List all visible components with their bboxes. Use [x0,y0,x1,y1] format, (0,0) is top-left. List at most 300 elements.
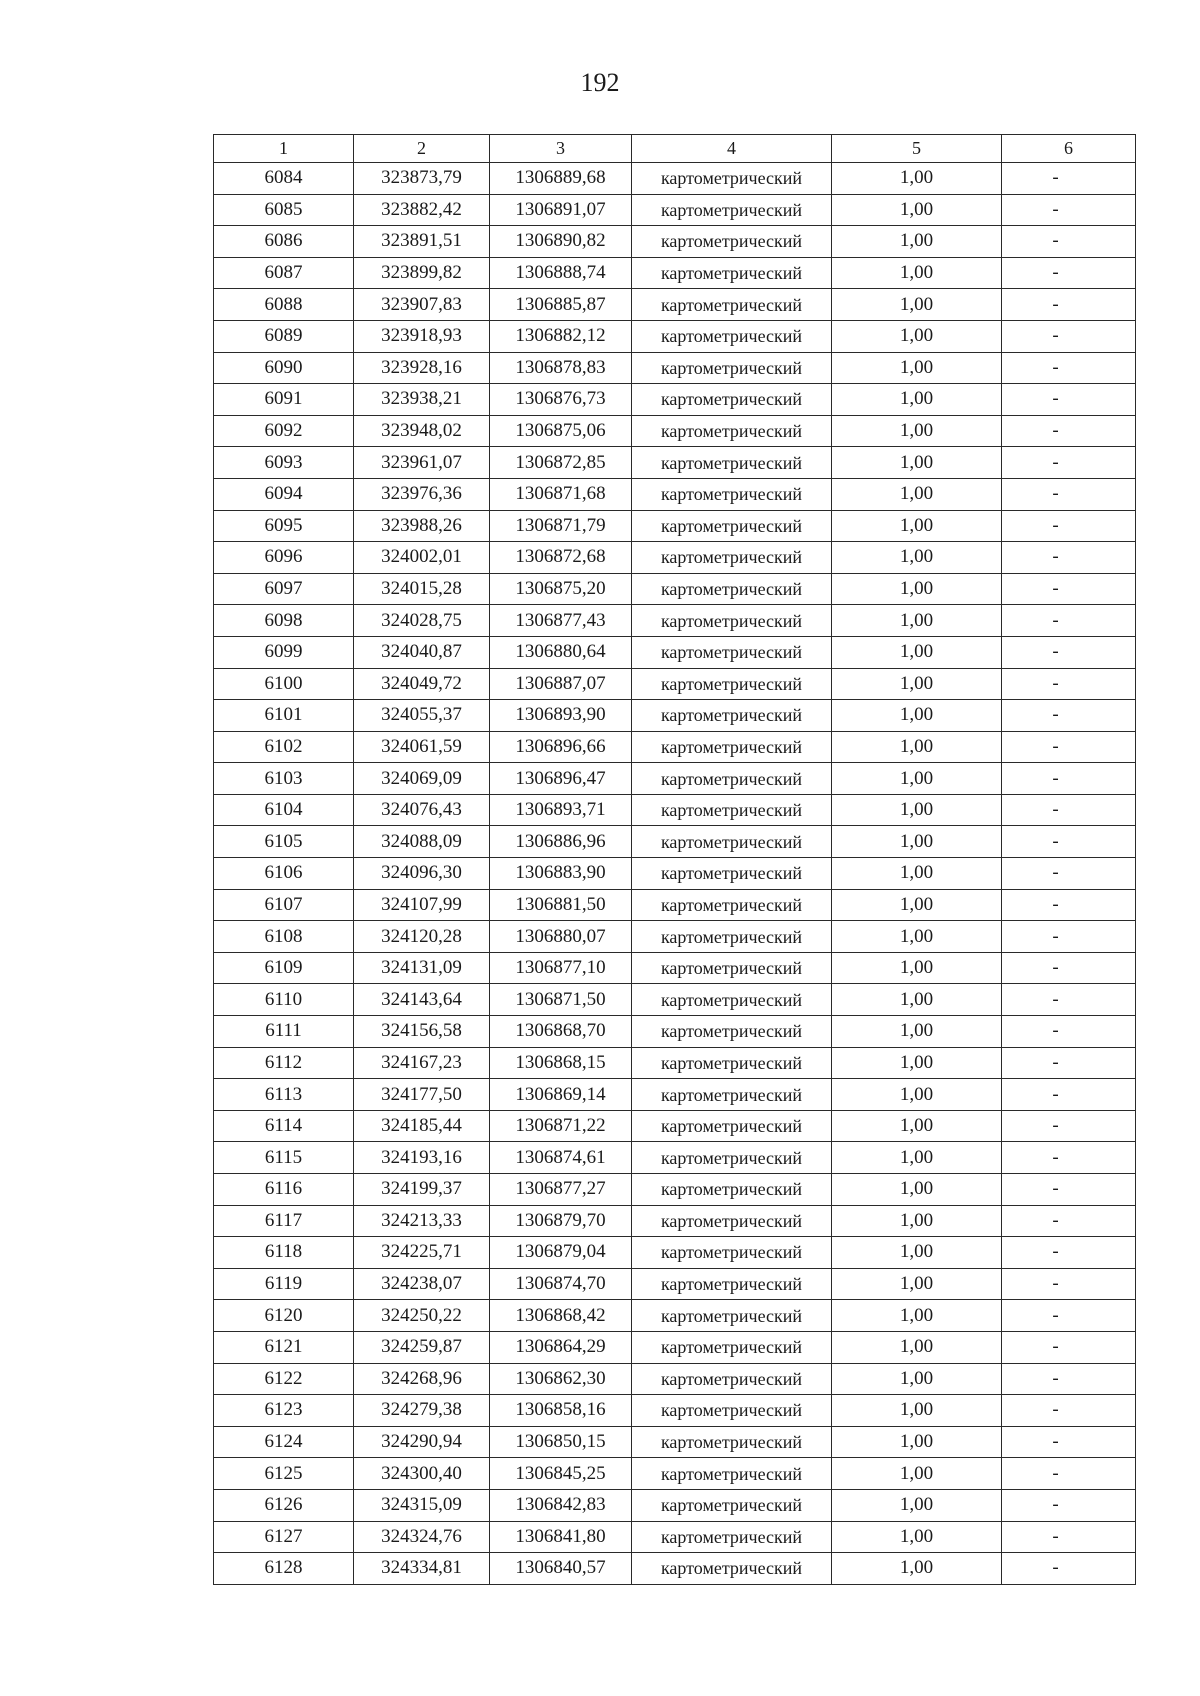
y-coordinate-cell: 1306871,50 [490,984,632,1016]
point-number-cell: 6101 [214,700,354,732]
point-number-cell: 6090 [214,352,354,384]
y-coordinate-cell: 1306883,90 [490,858,632,890]
note-cell: - [1002,510,1136,542]
y-coordinate-cell: 1306891,07 [490,194,632,226]
accuracy-cell: 1,00 [832,1363,1002,1395]
point-number-cell: 6102 [214,731,354,763]
note-cell: - [1002,1426,1136,1458]
table-row [214,1047,1136,1079]
table-row [214,826,1136,858]
table-body [214,163,1136,1585]
point-number-cell: 6097 [214,573,354,605]
point-number-cell: 6103 [214,763,354,795]
accuracy-cell: 1,00 [832,163,1002,195]
method-cell: картометрический [632,700,832,732]
table-row [214,1300,1136,1332]
point-number-cell: 6119 [214,1268,354,1300]
point-number-cell: 6105 [214,826,354,858]
table-row [214,194,1136,226]
y-coordinate-cell: 1306850,15 [490,1426,632,1458]
accuracy-cell: 1,00 [832,447,1002,479]
x-coordinate-cell: 324177,50 [354,1079,490,1111]
y-coordinate-cell: 1306871,22 [490,1110,632,1142]
accuracy-cell: 1,00 [832,700,1002,732]
method-cell: картометрический [632,1268,832,1300]
y-coordinate-cell: 1306868,15 [490,1047,632,1079]
method-cell: картометрический [632,1553,832,1585]
table-row [214,478,1136,510]
accuracy-cell: 1,00 [832,1426,1002,1458]
method-cell: картометрический [632,510,832,542]
x-coordinate-cell: 324315,09 [354,1489,490,1521]
note-cell: - [1002,1047,1136,1079]
accuracy-cell: 1,00 [832,763,1002,795]
x-coordinate-cell: 324002,01 [354,542,490,574]
y-coordinate-cell: 1306889,68 [490,163,632,195]
x-coordinate-cell: 324055,37 [354,700,490,732]
x-coordinate-cell: 323891,51 [354,226,490,258]
table-row [214,384,1136,416]
method-cell: картометрический [632,320,832,352]
note-cell: - [1002,1395,1136,1427]
x-coordinate-cell: 323882,42 [354,194,490,226]
accuracy-cell: 1,00 [832,320,1002,352]
note-cell: - [1002,1521,1136,1553]
note-cell: - [1002,668,1136,700]
x-coordinate-cell: 323873,79 [354,163,490,195]
table-row [214,858,1136,890]
accuracy-cell: 1,00 [832,194,1002,226]
point-number-cell: 6089 [214,320,354,352]
x-coordinate-cell: 324096,30 [354,858,490,890]
method-cell: картометрический [632,257,832,289]
note-cell: - [1002,542,1136,574]
table-row [214,226,1136,258]
accuracy-cell: 1,00 [832,731,1002,763]
note-cell: - [1002,1237,1136,1269]
y-coordinate-cell: 1306875,06 [490,415,632,447]
y-coordinate-cell: 1306890,82 [490,226,632,258]
method-cell: картометрический [632,384,832,416]
x-coordinate-cell: 324167,23 [354,1047,490,1079]
note-cell: - [1002,794,1136,826]
column-header-5: 5 [832,135,1002,163]
method-cell: картометрический [632,1395,832,1427]
note-cell: - [1002,984,1136,1016]
note-cell: - [1002,163,1136,195]
point-number-cell: 6098 [214,605,354,637]
table-row [214,889,1136,921]
accuracy-cell: 1,00 [832,542,1002,574]
method-cell: картометрический [632,447,832,479]
table-row [214,794,1136,826]
x-coordinate-cell: 323948,02 [354,415,490,447]
x-coordinate-cell: 323928,16 [354,352,490,384]
method-cell: картометрический [632,573,832,605]
accuracy-cell: 1,00 [832,952,1002,984]
table-row [214,447,1136,479]
point-number-cell: 6120 [214,1300,354,1332]
method-cell: картометрический [632,1047,832,1079]
table-row [214,1553,1136,1585]
y-coordinate-cell: 1306842,83 [490,1489,632,1521]
point-number-cell: 6122 [214,1363,354,1395]
method-cell: картометрический [632,1489,832,1521]
point-number-cell: 6121 [214,1331,354,1363]
method-cell: картометрический [632,1363,832,1395]
x-coordinate-cell: 324324,76 [354,1521,490,1553]
x-coordinate-cell: 324156,58 [354,1016,490,1048]
accuracy-cell: 1,00 [832,921,1002,953]
y-coordinate-cell: 1306885,87 [490,289,632,321]
x-coordinate-cell: 324143,64 [354,984,490,1016]
accuracy-cell: 1,00 [832,573,1002,605]
accuracy-cell: 1,00 [832,605,1002,637]
note-cell: - [1002,921,1136,953]
note-cell: - [1002,447,1136,479]
point-number-cell: 6123 [214,1395,354,1427]
y-coordinate-cell: 1306896,47 [490,763,632,795]
x-coordinate-cell: 324199,37 [354,1174,490,1206]
column-header-3: 3 [490,135,632,163]
table-row [214,320,1136,352]
accuracy-cell: 1,00 [832,636,1002,668]
accuracy-cell: 1,00 [832,226,1002,258]
x-coordinate-cell: 324049,72 [354,668,490,700]
y-coordinate-cell: 1306871,68 [490,478,632,510]
method-cell: картометрический [632,226,832,258]
x-coordinate-cell: 324088,09 [354,826,490,858]
note-cell: - [1002,605,1136,637]
note-cell: - [1002,226,1136,258]
y-coordinate-cell: 1306876,73 [490,384,632,416]
accuracy-cell: 1,00 [832,1458,1002,1490]
note-cell: - [1002,194,1136,226]
accuracy-cell: 1,00 [832,1016,1002,1048]
accuracy-cell: 1,00 [832,1268,1002,1300]
y-coordinate-cell: 1306893,71 [490,794,632,826]
method-cell: картометрический [632,352,832,384]
point-number-cell: 6104 [214,794,354,826]
note-cell: - [1002,858,1136,890]
y-coordinate-cell: 1306877,43 [490,605,632,637]
accuracy-cell: 1,00 [832,1079,1002,1111]
accuracy-cell: 1,00 [832,1237,1002,1269]
table-row [214,1268,1136,1300]
page-number: 192 [580,68,620,97]
accuracy-cell: 1,00 [832,1110,1002,1142]
y-coordinate-cell: 1306880,07 [490,921,632,953]
column-header-6: 6 [1002,135,1136,163]
table-row [214,700,1136,732]
point-number-cell: 6128 [214,1553,354,1585]
method-cell: картометрический [632,1079,832,1111]
y-coordinate-cell: 1306882,12 [490,320,632,352]
note-cell: - [1002,636,1136,668]
point-number-cell: 6095 [214,510,354,542]
x-coordinate-cell: 324040,87 [354,636,490,668]
y-coordinate-cell: 1306878,83 [490,352,632,384]
point-number-cell: 6127 [214,1521,354,1553]
table-row [214,1489,1136,1521]
y-coordinate-cell: 1306877,27 [490,1174,632,1206]
table-row [214,1521,1136,1553]
note-cell: - [1002,1331,1136,1363]
table-row [214,1426,1136,1458]
x-coordinate-cell: 323961,07 [354,447,490,479]
table-row [214,1458,1136,1490]
table-row [214,1142,1136,1174]
point-number-cell: 6106 [214,858,354,890]
point-number-cell: 6112 [214,1047,354,1079]
accuracy-cell: 1,00 [832,668,1002,700]
x-coordinate-cell: 323988,26 [354,510,490,542]
method-cell: картометрический [632,763,832,795]
note-cell: - [1002,1016,1136,1048]
method-cell: картометрический [632,858,832,890]
table-row [214,921,1136,953]
table-row [214,1174,1136,1206]
accuracy-cell: 1,00 [832,415,1002,447]
x-coordinate-cell: 323907,83 [354,289,490,321]
point-number-cell: 6108 [214,921,354,953]
y-coordinate-cell: 1306874,61 [490,1142,632,1174]
x-coordinate-cell: 324107,99 [354,889,490,921]
y-coordinate-cell: 1306887,07 [490,668,632,700]
column-header-2: 2 [354,135,490,163]
method-cell: картометрический [632,1300,832,1332]
note-cell: - [1002,1300,1136,1332]
coordinates-table [213,134,1136,1585]
table-row [214,163,1136,195]
x-coordinate-cell: 324238,07 [354,1268,490,1300]
note-cell: - [1002,257,1136,289]
y-coordinate-cell: 1306868,70 [490,1016,632,1048]
x-coordinate-cell: 324076,43 [354,794,490,826]
note-cell: - [1002,1489,1136,1521]
point-number-cell: 6109 [214,952,354,984]
point-number-cell: 6113 [214,1079,354,1111]
method-cell: картометрический [632,1426,832,1458]
note-cell: - [1002,1458,1136,1490]
column-header-1: 1 [214,135,354,163]
x-coordinate-cell: 324015,28 [354,573,490,605]
table-row [214,542,1136,574]
x-coordinate-cell: 323938,21 [354,384,490,416]
table-row [214,1205,1136,1237]
point-number-cell: 6107 [214,889,354,921]
note-cell: - [1002,763,1136,795]
accuracy-cell: 1,00 [832,984,1002,1016]
y-coordinate-cell: 1306872,68 [490,542,632,574]
note-cell: - [1002,384,1136,416]
table-row [214,289,1136,321]
note-cell: - [1002,1079,1136,1111]
accuracy-cell: 1,00 [832,1489,1002,1521]
y-coordinate-cell: 1306877,10 [490,952,632,984]
method-cell: картометрический [632,478,832,510]
point-number-cell: 6099 [214,636,354,668]
y-coordinate-cell: 1306840,57 [490,1553,632,1585]
x-coordinate-cell: 324185,44 [354,1110,490,1142]
table-row [214,984,1136,1016]
table-row [214,668,1136,700]
accuracy-cell: 1,00 [832,1142,1002,1174]
note-cell: - [1002,1205,1136,1237]
method-cell: картометрический [632,731,832,763]
y-coordinate-cell: 1306881,50 [490,889,632,921]
point-number-cell: 6114 [214,1110,354,1142]
note-cell: - [1002,826,1136,858]
accuracy-cell: 1,00 [832,289,1002,321]
y-coordinate-cell: 1306869,14 [490,1079,632,1111]
note-cell: - [1002,415,1136,447]
accuracy-cell: 1,00 [832,826,1002,858]
y-coordinate-cell: 1306880,64 [490,636,632,668]
method-cell: картометрический [632,605,832,637]
x-coordinate-cell: 324028,75 [354,605,490,637]
method-cell: картометрический [632,1174,832,1206]
x-coordinate-cell: 324259,87 [354,1331,490,1363]
note-cell: - [1002,289,1136,321]
accuracy-cell: 1,00 [832,257,1002,289]
method-cell: картометрический [632,1142,832,1174]
point-number-cell: 6092 [214,415,354,447]
table-row [214,636,1136,668]
point-number-cell: 6116 [214,1174,354,1206]
table-row [214,1110,1136,1142]
method-cell: картометрический [632,1016,832,1048]
note-cell: - [1002,731,1136,763]
method-cell: картометрический [632,668,832,700]
table-row [214,1237,1136,1269]
y-coordinate-cell: 1306875,20 [490,573,632,605]
point-number-cell: 6093 [214,447,354,479]
y-coordinate-cell: 1306868,42 [490,1300,632,1332]
point-number-cell: 6117 [214,1205,354,1237]
point-number-cell: 6100 [214,668,354,700]
note-cell: - [1002,352,1136,384]
note-cell: - [1002,889,1136,921]
accuracy-cell: 1,00 [832,1205,1002,1237]
accuracy-cell: 1,00 [832,858,1002,890]
method-cell: картометрический [632,1331,832,1363]
point-number-cell: 6087 [214,257,354,289]
method-cell: картометрический [632,1205,832,1237]
method-cell: картометрический [632,194,832,226]
method-cell: картометрический [632,1237,832,1269]
method-cell: картометрический [632,1110,832,1142]
point-number-cell: 6118 [214,1237,354,1269]
method-cell: картометрический [632,542,832,574]
x-coordinate-cell: 323976,36 [354,478,490,510]
y-coordinate-cell: 1306872,85 [490,447,632,479]
method-cell: картометрический [632,636,832,668]
accuracy-cell: 1,00 [832,1047,1002,1079]
x-coordinate-cell: 324069,09 [354,763,490,795]
table-row [214,731,1136,763]
method-cell: картометрический [632,289,832,321]
x-coordinate-cell: 323918,93 [354,320,490,352]
y-coordinate-cell: 1306888,74 [490,257,632,289]
method-cell: картометрический [632,163,832,195]
method-cell: картометрический [632,1521,832,1553]
y-coordinate-cell: 1306862,30 [490,1363,632,1395]
point-number-cell: 6111 [214,1016,354,1048]
x-coordinate-cell: 324334,81 [354,1553,490,1585]
y-coordinate-cell: 1306893,90 [490,700,632,732]
note-cell: - [1002,1110,1136,1142]
method-cell: картометрический [632,921,832,953]
x-coordinate-cell: 324250,22 [354,1300,490,1332]
method-cell: картометрический [632,1458,832,1490]
accuracy-cell: 1,00 [832,384,1002,416]
accuracy-cell: 1,00 [832,510,1002,542]
method-cell: картометрический [632,952,832,984]
accuracy-cell: 1,00 [832,1553,1002,1585]
accuracy-cell: 1,00 [832,1174,1002,1206]
y-coordinate-cell: 1306845,25 [490,1458,632,1490]
note-cell: - [1002,1363,1136,1395]
table-row [214,1016,1136,1048]
point-number-cell: 6096 [214,542,354,574]
y-coordinate-cell: 1306858,16 [490,1395,632,1427]
accuracy-cell: 1,00 [832,794,1002,826]
table-row [214,763,1136,795]
x-coordinate-cell: 324131,09 [354,952,490,984]
accuracy-cell: 1,00 [832,478,1002,510]
note-cell: - [1002,573,1136,605]
y-coordinate-cell: 1306879,04 [490,1237,632,1269]
table-row [214,415,1136,447]
accuracy-cell: 1,00 [832,889,1002,921]
point-number-cell: 6124 [214,1426,354,1458]
y-coordinate-cell: 1306841,80 [490,1521,632,1553]
x-coordinate-cell: 324061,59 [354,731,490,763]
method-cell: картометрический [632,826,832,858]
table-row [214,1395,1136,1427]
point-number-cell: 6115 [214,1142,354,1174]
point-number-cell: 6086 [214,226,354,258]
x-coordinate-cell: 324290,94 [354,1426,490,1458]
table-row [214,605,1136,637]
y-coordinate-cell: 1306886,96 [490,826,632,858]
note-cell: - [1002,320,1136,352]
table-row [214,573,1136,605]
table-row [214,352,1136,384]
note-cell: - [1002,1174,1136,1206]
table-row [214,510,1136,542]
x-coordinate-cell: 324279,38 [354,1395,490,1427]
column-header-4: 4 [632,135,832,163]
accuracy-cell: 1,00 [832,1300,1002,1332]
method-cell: картометрический [632,889,832,921]
table-row [214,1363,1136,1395]
y-coordinate-cell: 1306896,66 [490,731,632,763]
note-cell: - [1002,1142,1136,1174]
method-cell: картометрический [632,984,832,1016]
x-coordinate-cell: 324193,16 [354,1142,490,1174]
x-coordinate-cell: 324213,33 [354,1205,490,1237]
note-cell: - [1002,1268,1136,1300]
table-row [214,952,1136,984]
accuracy-cell: 1,00 [832,1395,1002,1427]
y-coordinate-cell: 1306864,29 [490,1331,632,1363]
accuracy-cell: 1,00 [832,1521,1002,1553]
y-coordinate-cell: 1306871,79 [490,510,632,542]
note-cell: - [1002,700,1136,732]
point-number-cell: 6084 [214,163,354,195]
